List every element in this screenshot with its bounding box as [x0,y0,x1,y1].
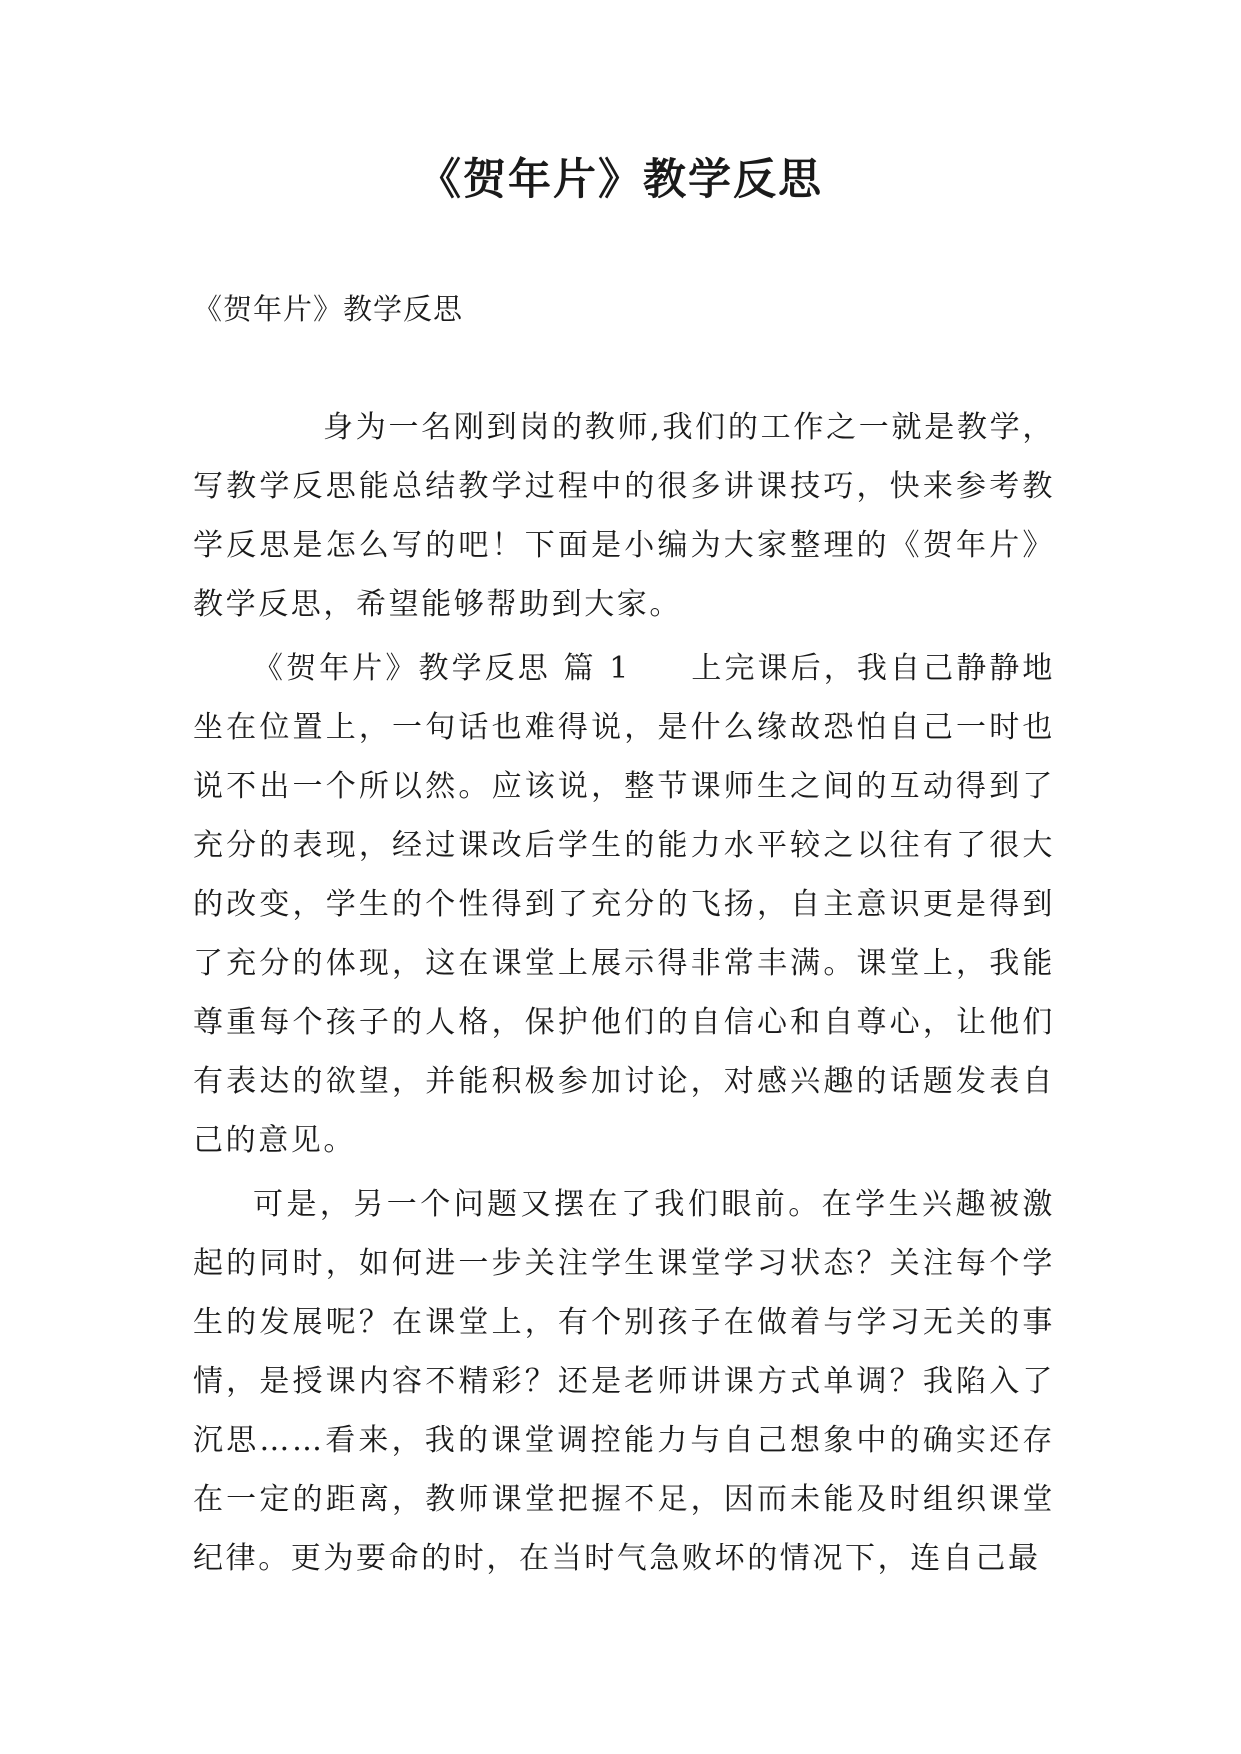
document-subtitle: 《贺年片》教学反思 [193,292,464,326]
document-title: 《贺年片》教学反思 [418,155,823,205]
section-1-body: 上完课后，我自己静静地坐在位置上，一句话也难得说，是什么缘故恐怕自己一时也说不出一个所以然。应该说，整节课师生之间的互动得到了充分的表现，经过课改后学生的能力水平较之以往有了很大的改变，学生的个性得到了充分的飞扬，自主意识更是得到了充分的体现，这在课堂上展示得非常丰满。课堂上，我能尊重每个孩子的人格，保护他们的自信心和自尊心，让他们有表达的欲望，并能积极参加讨论，对感兴趣的话题发表自己的意见。 [193,651,1055,1158]
section-1-heading: 《贺年片》教学反思 篇 1 [253,651,631,686]
intro-paragraph: 身为一名刚到岗的教师,我们的工作之一就是教学，写教学反思能总结教学过程中的很多讲课技巧，快来参考教学反思是怎么写的吧！下面是小编为大家整理的《贺年片》教学反思，希望能够帮助到大家。 [193,410,1055,622]
section-1-paragraph [193,639,1055,1170]
section-1-paragraph-2: 可是，另一个问题又摆在了我们眼前。在学生兴趣被激起的同时，如何进一步关注学生课堂学习状态？关注每个学生的发展呢？在课堂上，有个别孩子在做着与学习无关的事情，是授课内容不精彩？还是老师讲课方式单调？我陷入了沉思……看来，我的课堂调控能力与自己想象中的确实还存在一定的距离，教师课堂把握不足，因而未能及时组织课堂纪律。更为要命的时，在当时气急败坏的情况下，连自己最 [193,1187,1055,1576]
document-body [193,398,1055,1588]
